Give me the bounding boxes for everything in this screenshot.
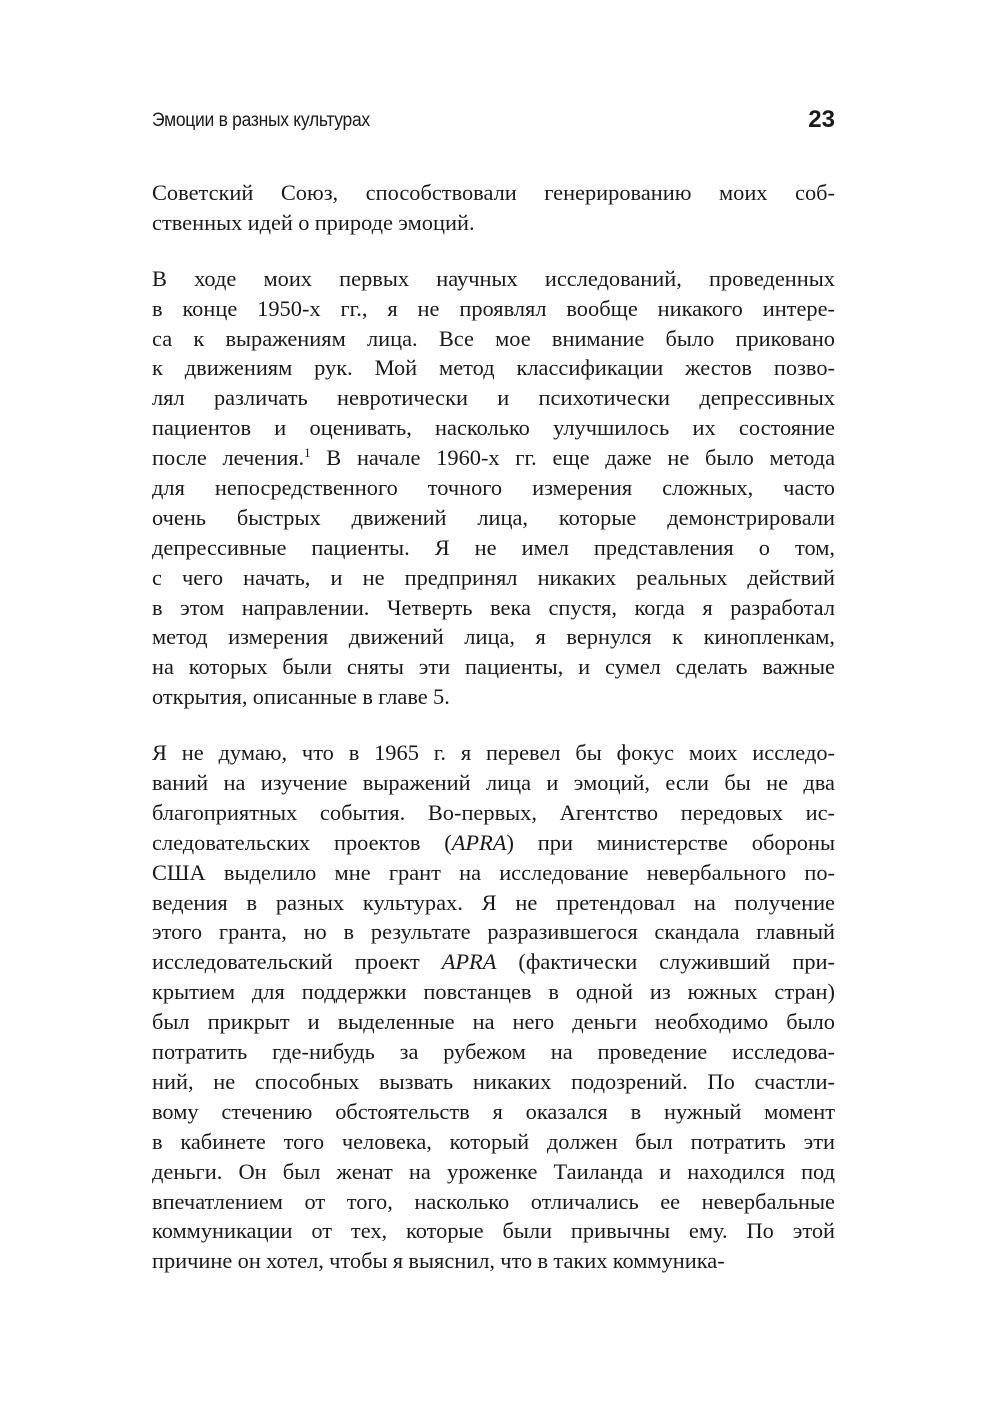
page-number: 23 xyxy=(808,106,835,133)
text-line: депрессивные пациенты. Я не имел представления о том, xyxy=(152,534,835,560)
footnote-marker: 1 xyxy=(304,445,311,461)
text-segment: после лечения. xyxy=(152,445,305,471)
paragraph xyxy=(152,264,835,712)
paragraph xyxy=(152,738,835,1276)
text-line: вому стечению обстоятельств я оказался в нужный момент xyxy=(152,1098,835,1124)
text-line: США выделило мне грант на исследование невербального по- xyxy=(152,859,835,885)
body-text xyxy=(152,178,835,1302)
text-segment: ) при министерстве обороны xyxy=(506,829,835,855)
text-line: пациентов и оценивать, насколько улучшилось их состояние xyxy=(152,415,835,441)
text-line: благоприятных события. Во-первых, Агентство передовых ис- xyxy=(152,799,835,825)
text-segment: следовательских проектов ( xyxy=(152,829,452,855)
text-line xyxy=(152,443,835,473)
italic-acronym: APRA xyxy=(441,949,497,975)
text-line: впечатлением от того, насколько отличались ее невербальные xyxy=(152,1188,835,1214)
text-line: причине он хотел, чтобы я выяснил, что в таких коммуника- xyxy=(152,1248,725,1274)
section-title: Эмоции в разных культурах xyxy=(152,110,370,131)
text-line: Я не думаю, что в 1965 г. я перевел бы фокус моих исследо- xyxy=(152,740,835,766)
text-segment: В начале 1960-х гг. еще даже не было метода xyxy=(310,445,836,471)
text-line: на которых были сняты эти пациенты, и сумел сделать важные xyxy=(152,654,835,680)
text-line: потратить где-нибудь за рубежом на проведение исследова- xyxy=(152,1039,835,1065)
text-line: для непосредственного точного измерения сложных, часто xyxy=(152,475,835,501)
text-line: ведения в разных культурах. Я не претендовал на получение xyxy=(152,889,835,915)
text-line: деньги. Он был женат на уроженке Таиланда и находился под xyxy=(152,1158,835,1184)
paragraph xyxy=(152,178,835,238)
text-line: метод измерения движений лица, я вернулся к кинопленкам, xyxy=(152,624,835,650)
text-line: к движениям рук. Мой метод классификации жестов позво- xyxy=(152,355,835,381)
text-line: с чего начать, и не предпринял никаких реальных действий xyxy=(152,564,835,590)
text-line: ственных идей о природе эмоций. xyxy=(152,209,475,235)
text-line: крытием для поддержки повстанцев в одной из южных стран) xyxy=(152,979,835,1005)
text-line: в этом направлении. Четверть века спустя, когда я разработал xyxy=(152,594,835,620)
text-line: этого гранта, но в результате разразившегося скандала главный xyxy=(152,919,835,945)
text-line: ний, не способных вызвать никаких подозрений. По счастли- xyxy=(152,1068,835,1094)
text-line xyxy=(152,947,835,977)
text-segment: исследовательский проект xyxy=(152,949,442,975)
text-segment: (фактически служивший при- xyxy=(496,949,835,975)
text-line: очень быстрых движений лица, которые демонстрировали xyxy=(152,504,835,530)
text-line: был прикрыт и выделенные на него деньги необходимо было xyxy=(152,1009,835,1035)
text-line: лял различать невротически и психотически депрессивных xyxy=(152,385,835,411)
text-line: В ходе моих первых научных исследований, проведенных xyxy=(152,265,835,291)
text-line: са к выражениям лица. Все мое внимание было приковано xyxy=(152,325,835,351)
italic-acronym: APRA xyxy=(451,829,507,855)
text-line: открытия, описанные в главе 5. xyxy=(152,684,450,710)
text-line: Советский Союз, способствовали генерированию моих соб- xyxy=(152,180,835,205)
text-line xyxy=(152,828,835,858)
running-header xyxy=(152,100,835,132)
text-line: в кабинете того человека, который должен был потратить эти xyxy=(152,1128,835,1154)
text-line: в конце 1950-х гг., я не проявлял вообще никакого интере- xyxy=(152,295,835,321)
text-line: ваний на изучение выражений лица и эмоций, если бы не два xyxy=(152,770,835,796)
text-line: коммуникации от тех, которые были привычны ему. По этой xyxy=(152,1218,835,1244)
